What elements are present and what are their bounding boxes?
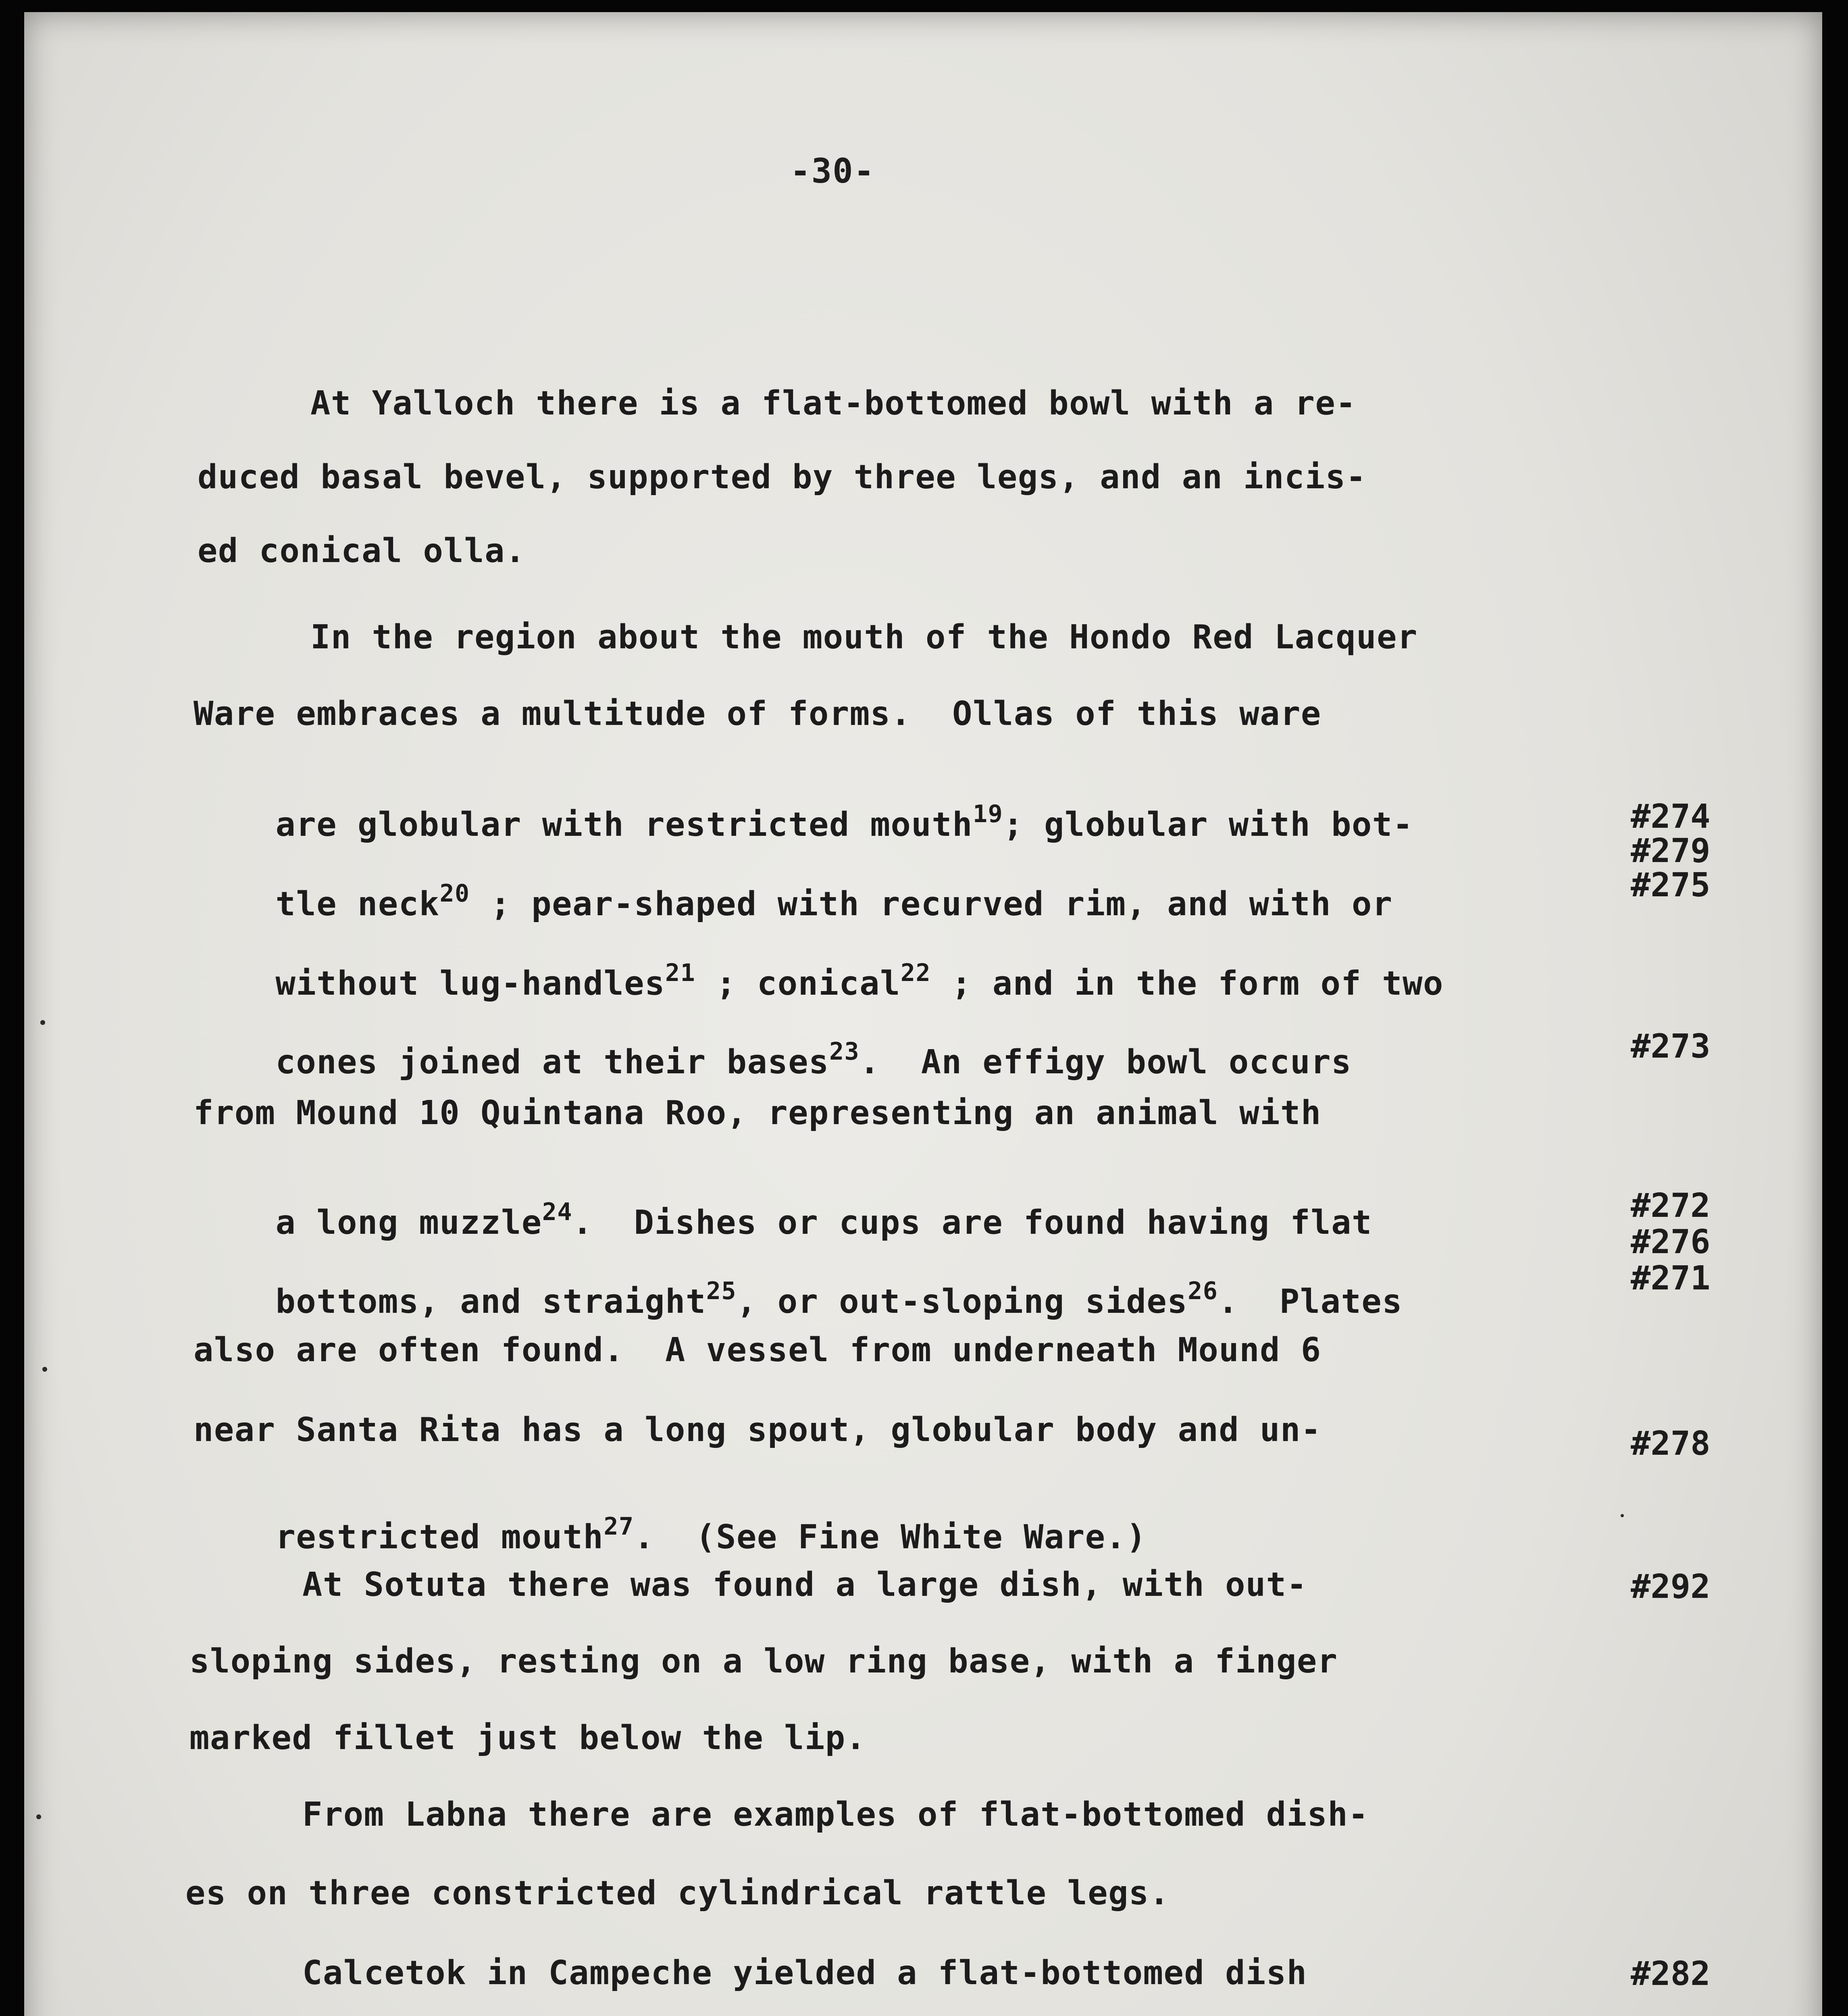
scan-speck bbox=[40, 1020, 45, 1025]
line-text: ; conical bbox=[695, 964, 901, 1003]
body-line: At Sotuta there was found a large dish, with out- bbox=[302, 1566, 1307, 1604]
footnote-marker: 25 bbox=[706, 1277, 737, 1305]
margin-reference: #273 bbox=[1631, 1027, 1711, 1066]
line-text: . Dishes or cups are found having flat bbox=[572, 1204, 1372, 1242]
typed-page bbox=[24, 12, 1822, 2016]
line-text: . Plates bbox=[1218, 1283, 1403, 1321]
body-line: duced basal bevel, supported by three legs, and an incis- bbox=[198, 458, 1367, 496]
footnote-marker: 20 bbox=[439, 879, 470, 908]
margin-reference: #278 bbox=[1631, 1425, 1711, 1463]
margin-reference: #279 bbox=[1631, 832, 1711, 870]
line-text: . An effigy bowl occurs bbox=[859, 1043, 1352, 1081]
margin-reference: #292 bbox=[1631, 1568, 1711, 1606]
body-line: es on three constricted cylindrical rattle legs. bbox=[185, 1874, 1170, 1912]
line-text: ; pear-shaped with recurved rim, and with or bbox=[470, 885, 1393, 923]
scan-speck bbox=[1621, 1514, 1624, 1517]
margin-reference: #274 bbox=[1631, 798, 1711, 836]
margin-reference: #276 bbox=[1631, 1223, 1711, 1261]
scan-speck bbox=[36, 1814, 41, 1819]
line-text: cones joined at their bases bbox=[275, 1043, 829, 1081]
footnote-marker: 24 bbox=[542, 1198, 573, 1226]
body-line: Calcetok in Campeche yielded a flat-bottomed dish bbox=[302, 1954, 1307, 1992]
body-line: also are often found. A vessel from underneath Mound 6 bbox=[194, 1331, 1321, 1369]
margin-reference: #275 bbox=[1631, 866, 1711, 904]
line-text: without lug-handles bbox=[275, 964, 665, 1003]
body-line: ed conical olla. bbox=[198, 532, 526, 570]
line-text: . (See Fine White Ware.) bbox=[634, 1518, 1147, 1556]
line-text: ; globular with bot- bbox=[1003, 806, 1413, 844]
footnote-marker: 26 bbox=[1188, 1277, 1218, 1305]
body-line: sloping sides, resting on a low ring base, with a finger bbox=[189, 1642, 1338, 1681]
footnote-marker: 22 bbox=[900, 959, 931, 987]
line-text: ; and in the form of two bbox=[931, 964, 1444, 1003]
footnote-marker: 23 bbox=[829, 1037, 860, 1066]
margin-reference: #271 bbox=[1631, 1259, 1711, 1297]
body-line: In the region about the mouth of the Hondo Red Lacquer bbox=[310, 618, 1418, 656]
body-line: near Santa Rita has a long spout, globular body and un- bbox=[194, 1411, 1321, 1449]
line-text: are globular with restricted mouth bbox=[275, 806, 973, 844]
body-line: Ware embraces a multitude of forms. Ollas of this ware bbox=[194, 695, 1321, 733]
body-line: At Yalloch there is a flat-bottomed bowl with a re- bbox=[310, 384, 1357, 423]
footnote-marker: 19 bbox=[973, 800, 1003, 828]
page-number: -30- bbox=[790, 151, 875, 191]
line-text: , or out-sloping sides bbox=[736, 1283, 1188, 1321]
scan-speck bbox=[42, 1367, 47, 1372]
margin-reference: #282 bbox=[1631, 1955, 1711, 1993]
line-text: bottoms, and straight bbox=[275, 1283, 706, 1321]
line-text: restricted mouth bbox=[275, 1518, 604, 1556]
footnote-marker: 21 bbox=[665, 959, 696, 987]
body-line: from Mound 10 Quintana Roo, representing an animal with bbox=[194, 1094, 1321, 1132]
footnote-marker: 27 bbox=[604, 1512, 634, 1541]
body-line: From Labna there are examples of flat-bottomed dish- bbox=[302, 1795, 1369, 1834]
line-text: tle neck bbox=[275, 885, 440, 923]
body-line: marked fillet just below the lip. bbox=[189, 1719, 866, 1757]
margin-reference: #272 bbox=[1631, 1187, 1711, 1225]
line-text: a long muzzle bbox=[275, 1204, 542, 1242]
